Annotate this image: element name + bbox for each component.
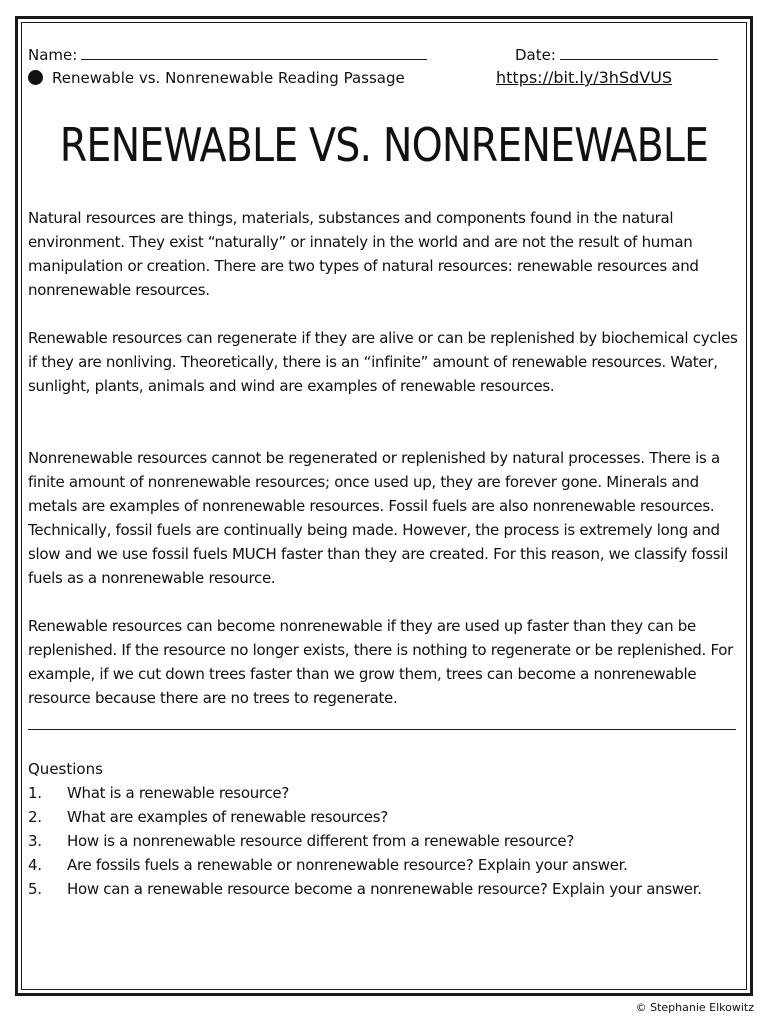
- name-blank-line: [81, 45, 427, 60]
- section-divider: [28, 729, 736, 730]
- question-text: How is a nonrenewable resource different from a renewable resource?: [67, 832, 575, 850]
- nonrenewable-definition: cannot be regenerated or replenished by natural processes. There is a finite amount of nonrenewable resources; once used up, they are forever gone. Minerals and metals are examples of nonrenewable resources. Fossil fuels are also nonrenewable resources. Technically, fossil fuels are continually being made. However, the process is extremely long and slow and we use fossil fuels MUCH faster than they are created. For this reason, we classify fossil fuels as a nonrenewable resource.: [28, 449, 729, 587]
- questions-heading: Questions: [28, 760, 103, 778]
- name-label: Name:: [28, 46, 78, 64]
- question-item: [28, 781, 728, 805]
- passage-paragraph-2: [28, 326, 748, 398]
- subtitle-text: Renewable vs. Nonrenewable Reading Passage: [52, 69, 405, 87]
- question-text: What is a renewable resource?: [67, 784, 289, 802]
- passage-paragraph-4: Renewable resources can become nonrenewable if they are used up faster than they can be replenished. If the resource no longer exists, there is nothing to regenerate or be replenished. For example, if we cut down trees faster than we grow them, trees can become a nonrenewable resource because there are no trees to regenerate.: [28, 617, 734, 707]
- question-text: What are examples of renewable resources?: [67, 808, 388, 826]
- date-field: [515, 45, 718, 64]
- question-text: How can a renewable resource become a nonrenewable resource? Explain your answer.: [67, 880, 702, 898]
- date-label: Date:: [515, 46, 556, 64]
- question-number: 2.: [28, 808, 42, 826]
- question-number: 5.: [28, 880, 42, 898]
- question-item: [28, 805, 728, 829]
- short-url-link[interactable]: https://bit.ly/3hSdVUS: [496, 68, 673, 87]
- worksheet-subtitle: [28, 69, 405, 87]
- question-item: [28, 877, 728, 901]
- renewable-definition: can regenerate if they are alive or can be replenished by biochemical cycles if they are nonliving. Theoretically, there is an “infinite” amount of renewable resources. Water, sunlight, plants, animals and wind are examples of renewable resources.: [28, 329, 738, 395]
- question-number: 4.: [28, 856, 42, 874]
- bullet-circle-icon: [28, 70, 43, 85]
- date-blank-line: [560, 45, 718, 60]
- passage-paragraph-3: [28, 446, 748, 590]
- nonrenewable-term: Nonrenewable resources: [28, 449, 207, 467]
- renewable-term: Renewable resources: [28, 329, 182, 347]
- page-title: RENEWABLE VS. NONRENEWABLE: [59, 118, 709, 172]
- question-number: 3.: [28, 832, 42, 850]
- passage-paragraph-1: Natural resources are things, materials, substances and components found in the natural environment. They exist “naturally” or innately in the world and are not the result of human manipulation or creation. There are two types of natural resources: renewable resources and nonrenewable resources.: [28, 209, 699, 299]
- name-field: [28, 45, 427, 64]
- question-item: [28, 829, 728, 853]
- question-list: [28, 781, 728, 901]
- question-item: [28, 853, 728, 877]
- question-text: Are fossils fuels a renewable or nonrenewable resource? Explain your answer.: [67, 856, 628, 874]
- question-number: 1.: [28, 784, 42, 802]
- copyright-notice: © Stephanie Elkowitz: [635, 1001, 754, 1014]
